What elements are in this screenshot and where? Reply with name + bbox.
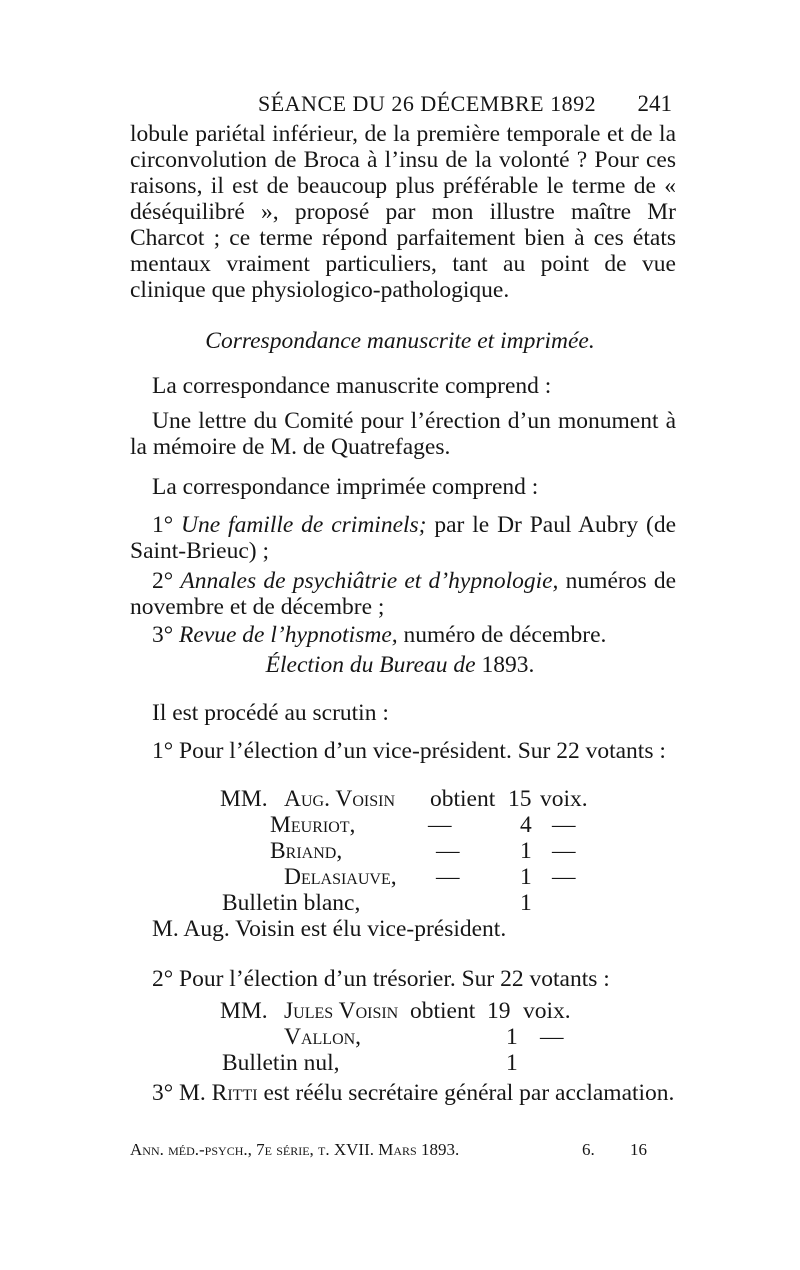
vote3-paragraph: 3° M. Ritti est réélu secrétaire général par acclamation. <box>152 1080 675 1106</box>
vote2-intro: 2° Pour l’élection d’un trésorier. Sur 22 votants : <box>152 966 610 992</box>
printed-item-1: 1° Une famille de criminels; par le Dr Paul Aubry (de Saint-Brieuc) ; <box>130 512 676 564</box>
vote1-intro: 1° Pour l’élection d’un vice-président. Sur 22 votants : <box>152 738 666 764</box>
vote1-row: Briand, — 1 — <box>270 838 576 864</box>
vote1-result: M. Aug. Voisin est élu vice-président. <box>152 916 507 942</box>
printed-heading: La correspondance imprimée comprend : <box>152 474 539 500</box>
running-title: SÉANCE DU 26 DÉCEMBRE 1892 <box>258 91 597 116</box>
printed-item-2: 2° Annales de psychiâtrie et d’hypnologie, numéros de novembre et de décembre ; <box>130 568 676 620</box>
footer-signature: 6. <box>582 1140 595 1159</box>
intro-paragraph: lobule pariétal inférieur, de la première temporale et de la circonvolution de Broca à l’insu de la volonté ? Pour ces raisons, il est de beaucoup plus préférable le terme de « déséquilibré », proposé par mon illustre maître Mr Charcot ; ce terme répond parfaitement bien à ces états mentaux vraiment particuliers, tant au point de vue clinique que physiologico-pathologique. <box>130 121 676 303</box>
vote2-row: MM. Jules Voisin obtient 19 voix. <box>220 998 571 1024</box>
vote2-table <box>0 998 800 1076</box>
correspondance-block <box>130 373 676 648</box>
vote2-row: Bulletin nul, 1 <box>222 1050 518 1076</box>
section-title-election: Élection du Bureau de 1893. <box>265 652 535 678</box>
vote2-row: Vallon, 1 — <box>284 1024 564 1050</box>
footer-number: 16 <box>630 1140 647 1159</box>
vote1-row: MM. Aug. Voisin obtient 15 voix. <box>220 786 588 812</box>
running-header <box>0 91 800 123</box>
manuscript-heading: La correspondance manuscrite comprend : <box>152 373 552 399</box>
vote1-table <box>0 786 800 916</box>
vote1-row: Bulletin blanc, 1 <box>222 890 532 916</box>
election-block <box>130 700 676 764</box>
vote1-row: Delasiauve, — 1 — <box>284 864 576 890</box>
section-title-correspondance: Correspondance manuscrite et imprimée. <box>205 328 595 354</box>
footer-journal: Ann. méd.-psych., 7e série, t. XVII. Mars 1893. <box>130 1140 460 1159</box>
vote-results-block <box>130 916 676 992</box>
manuscript-letter: Une lettre du Comité pour l’érection d’un monument à la mémoire de M. de Quatrefages. <box>130 408 676 460</box>
scrutin-text: Il est procédé au scrutin : <box>152 700 389 726</box>
page-number: 241 <box>637 91 672 116</box>
vote1-row: Meuriot, — 4 — <box>270 812 576 838</box>
printed-item-3: 3° Revue de l’hypnotisme, numéro de décembre. <box>152 622 607 648</box>
